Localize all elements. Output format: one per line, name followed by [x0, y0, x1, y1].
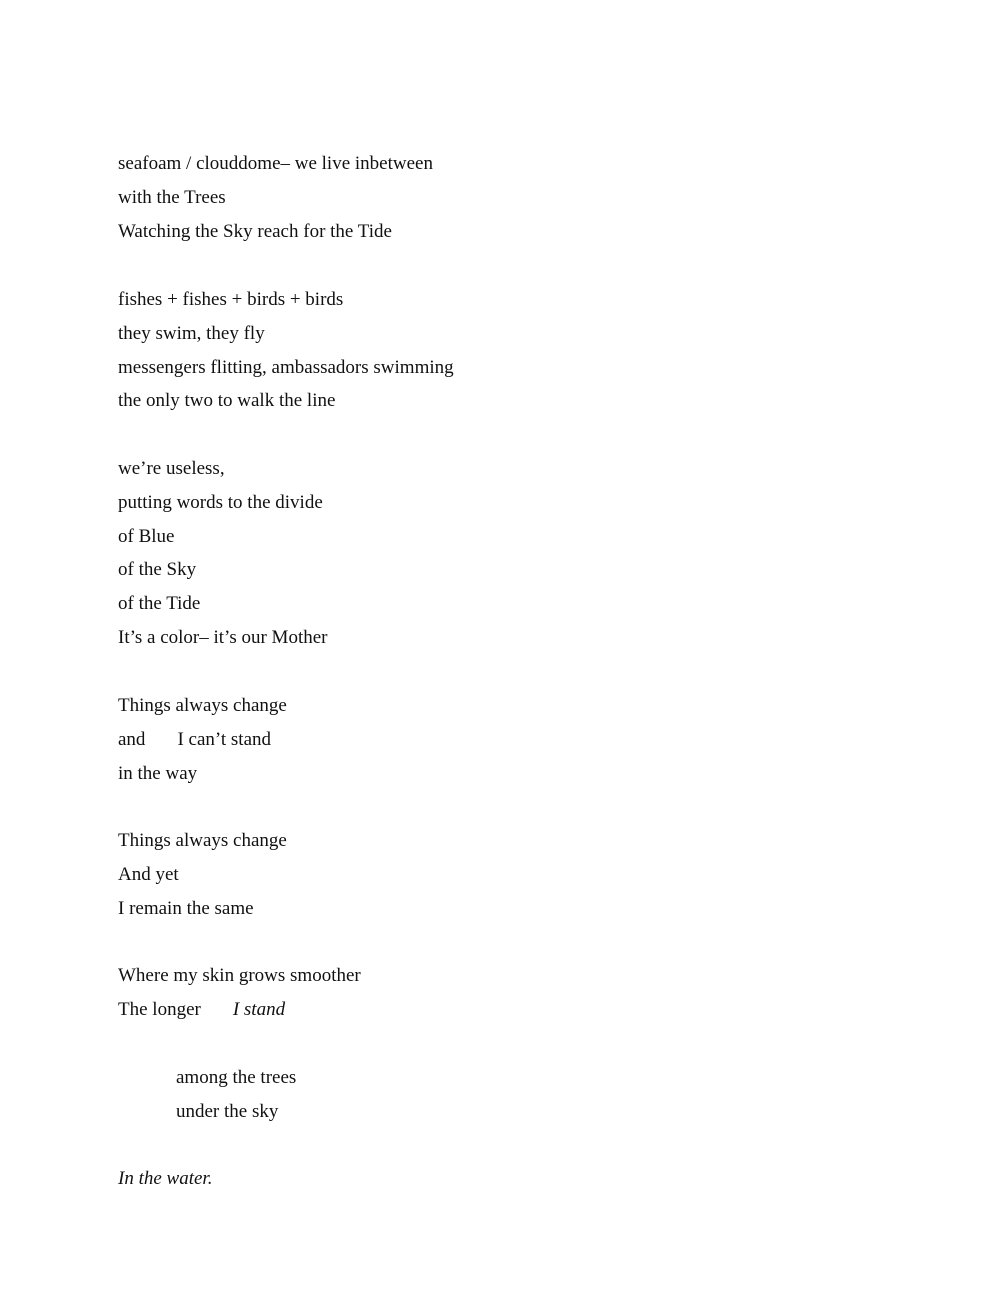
poem-line: we’re useless, [118, 458, 225, 479]
poem-line: the only two to walk the line [118, 390, 336, 411]
poem-line: It’s a color– it’s our Mother [118, 627, 328, 648]
poem-line: seafoam / clouddome– we live inbetween [118, 153, 433, 174]
poem-line: of Blue [118, 526, 175, 547]
poem-line: Things always change [118, 830, 287, 851]
poem-line [118, 729, 271, 751]
poem-line: fishes + fishes + birds + birds [118, 289, 344, 310]
poem-word: and [118, 729, 146, 750]
poem-line: Things always change [118, 695, 287, 716]
poem-phrase: The longer [118, 999, 201, 1020]
poem-line: messengers flitting, ambassadors swimming [118, 357, 454, 378]
poem-line: I remain the same [118, 898, 254, 919]
poem-line-indented: among the trees [176, 1067, 297, 1088]
poem-line: And yet [118, 864, 179, 885]
poem-line: they swim, they fly [118, 323, 265, 344]
poem-line: of the Tide [118, 593, 201, 614]
poem-line-indented: under the sky [176, 1101, 279, 1122]
poem-line: in the way [118, 763, 198, 784]
poem-line: Watching the Sky reach for the Tide [118, 221, 392, 242]
poem-line: with the Trees [118, 187, 226, 208]
poem-phrase: I can’t stand [177, 729, 271, 750]
poem-line: of the Sky [118, 559, 197, 580]
poem-line: putting words to the divide [118, 492, 323, 513]
poem-phrase-italic: I stand [232, 999, 286, 1020]
poem-line: Where my skin grows smoother [118, 965, 361, 986]
poem-line [118, 999, 285, 1021]
poem-closing-line: In the water. [118, 1168, 213, 1189]
